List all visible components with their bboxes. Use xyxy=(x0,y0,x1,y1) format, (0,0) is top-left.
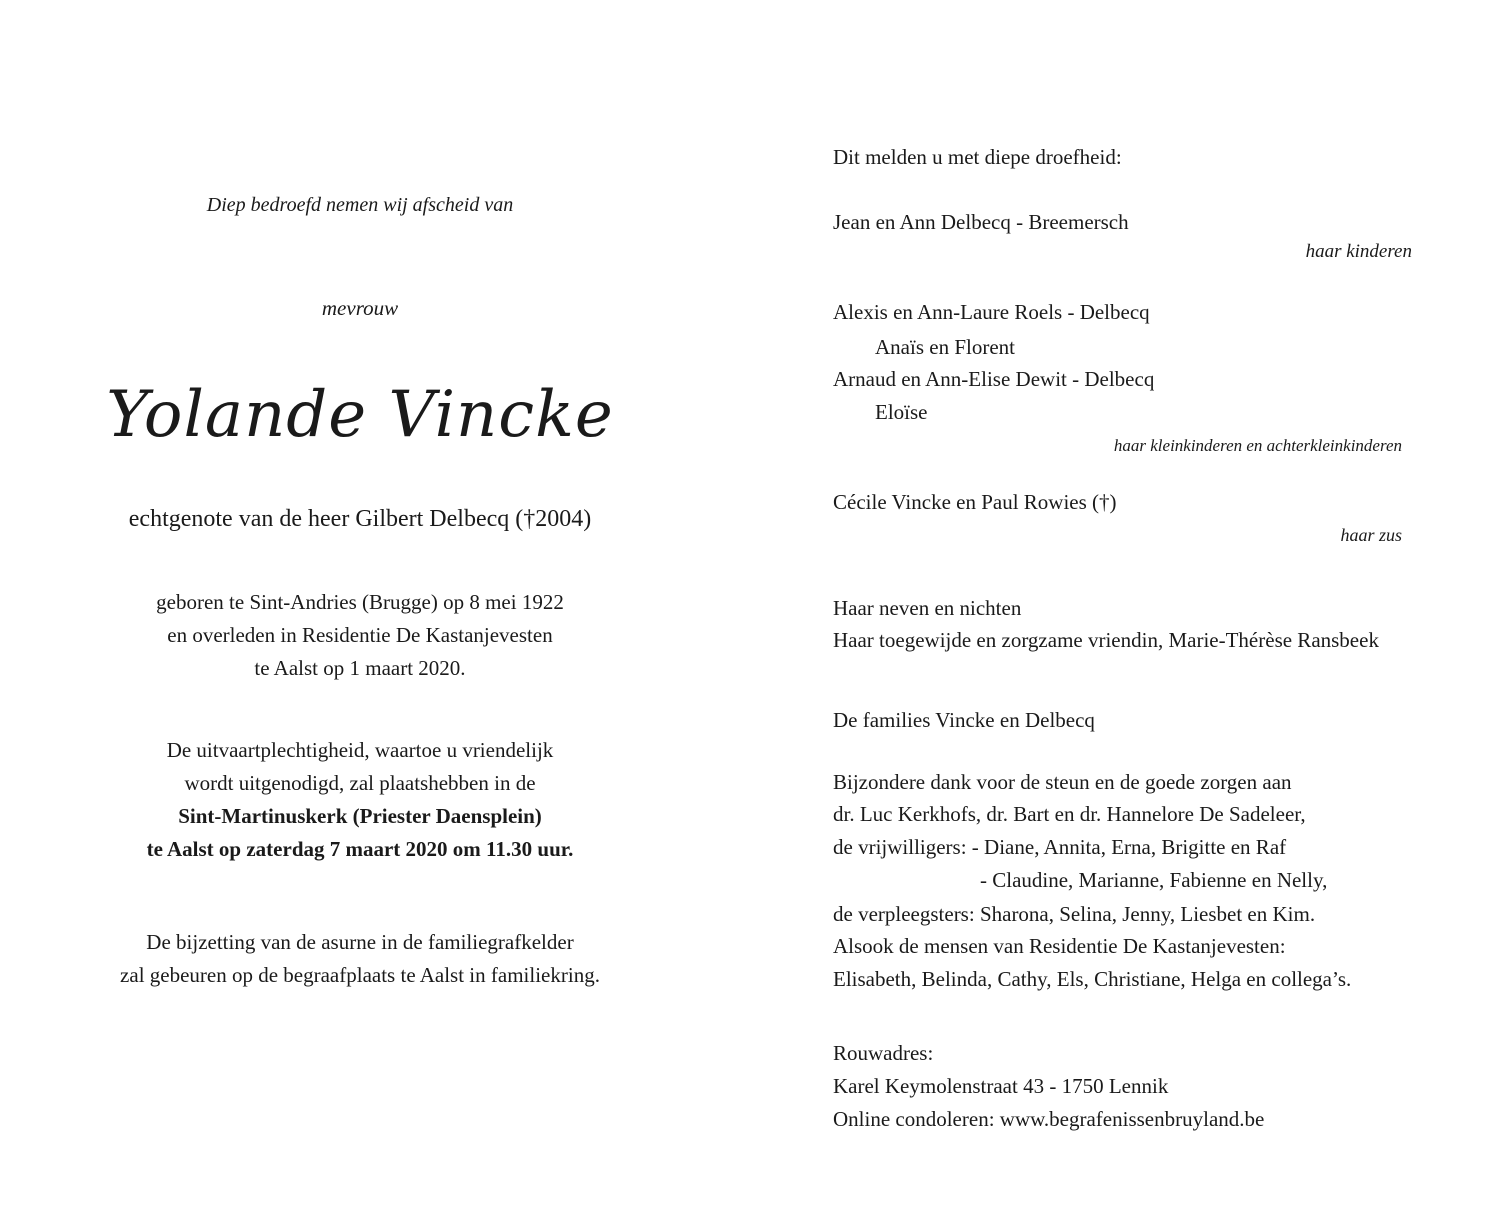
nephews-line: Haar neven en nichten xyxy=(833,596,1022,620)
birth-death-block xyxy=(80,586,640,685)
great-grandchildren-1: Anaïs en Florent xyxy=(875,335,1015,359)
children-line: Jean en Ann Delbecq - Breemersch xyxy=(833,210,1129,234)
ceremony-line: De uitvaartplechtigheid, waartoe u vriendelijk xyxy=(166,738,554,762)
died-place-line: te Aalst op 1 maart 2020. xyxy=(254,656,466,680)
died-line: en overleden in Residentie De Kastanjevesten xyxy=(167,623,553,647)
ceremony-date-line: te Aalst op zaterdag 7 maart 2020 om 11.30 uur. xyxy=(146,837,574,861)
thanks-line: dr. Luc Kerkhofs, dr. Bart en dr. Hannelore De Sadeleer, xyxy=(833,802,1306,826)
grandchild-line-2: Arnaud en Ann-Elise Dewit - Delbecq xyxy=(833,367,1155,391)
born-line: geboren te Sint-Andries (Brugge) op 8 mei 1922 xyxy=(156,590,564,614)
burial-line: zal gebeuren op de begraafplaats te Aalst in familiekring. xyxy=(120,963,600,987)
announce-line: Dit melden u met diepe droefheid: xyxy=(833,145,1122,169)
ceremony-block xyxy=(80,734,640,866)
families-line: De families Vincke en Delbecq xyxy=(833,708,1095,732)
grandchildren-label: haar kleinkinderen en achterkleinkinderen xyxy=(1113,436,1402,455)
intro-text: Diep bedroefd nemen wij afscheid van xyxy=(206,194,514,216)
spouse-line: echtgenote van de heer Gilbert Delbecq (†2004) xyxy=(128,506,592,532)
thanks-indent-line: - Claudine, Marianne, Fabienne en Nelly, xyxy=(980,868,1328,892)
great-grandchildren-2: Eloïse xyxy=(875,400,928,424)
thanks-line: Alsook de mensen van Residentie De Kastanjevesten: xyxy=(833,934,1286,958)
ceremony-line: wordt uitgenodigd, zal plaatshebben in de xyxy=(184,771,536,795)
grandchild-line-1: Alexis en Ann-Laure Roels - Delbecq xyxy=(833,300,1150,324)
deceased-name: Yolande Vincke xyxy=(106,378,614,452)
thanks-line: Bijzondere dank voor de steun en de goede zorgen aan xyxy=(833,770,1292,794)
thanks-line: Elisabeth, Belinda, Cathy, Els, Christiane, Helga en collega’s. xyxy=(833,967,1352,991)
sister-line: Cécile Vincke en Paul Rowies (†) xyxy=(833,490,1117,514)
title-text: mevrouw xyxy=(321,296,399,320)
church-line: Sint-Martinuskerk (Priester Daensplein) xyxy=(178,804,542,828)
thanks-line: de verpleegsters: Sharona, Selina, Jenny, Liesbet en Kim. xyxy=(833,902,1316,926)
sister-label: haar zus xyxy=(1340,525,1402,545)
burial-line: De bijzetting van de asurne in de familiegrafkelder xyxy=(146,930,574,954)
friend-line: Haar toegewijde en zorgzame vriendin, Marie-Thérèse Ransbeek xyxy=(833,628,1379,652)
online-condolence-line: Online condoleren: www.begrafenissenbruyland.be xyxy=(833,1107,1265,1131)
children-label: haar kinderen xyxy=(1305,241,1412,262)
address-label: Rouwadres: xyxy=(833,1041,934,1065)
thanks-line: de vrijwilligers: - Diane, Annita, Erna, Brigitte en Raf xyxy=(833,835,1287,859)
address-line: Karel Keymolenstraat 43 - 1750 Lennik xyxy=(833,1074,1169,1098)
burial-block xyxy=(80,926,640,992)
